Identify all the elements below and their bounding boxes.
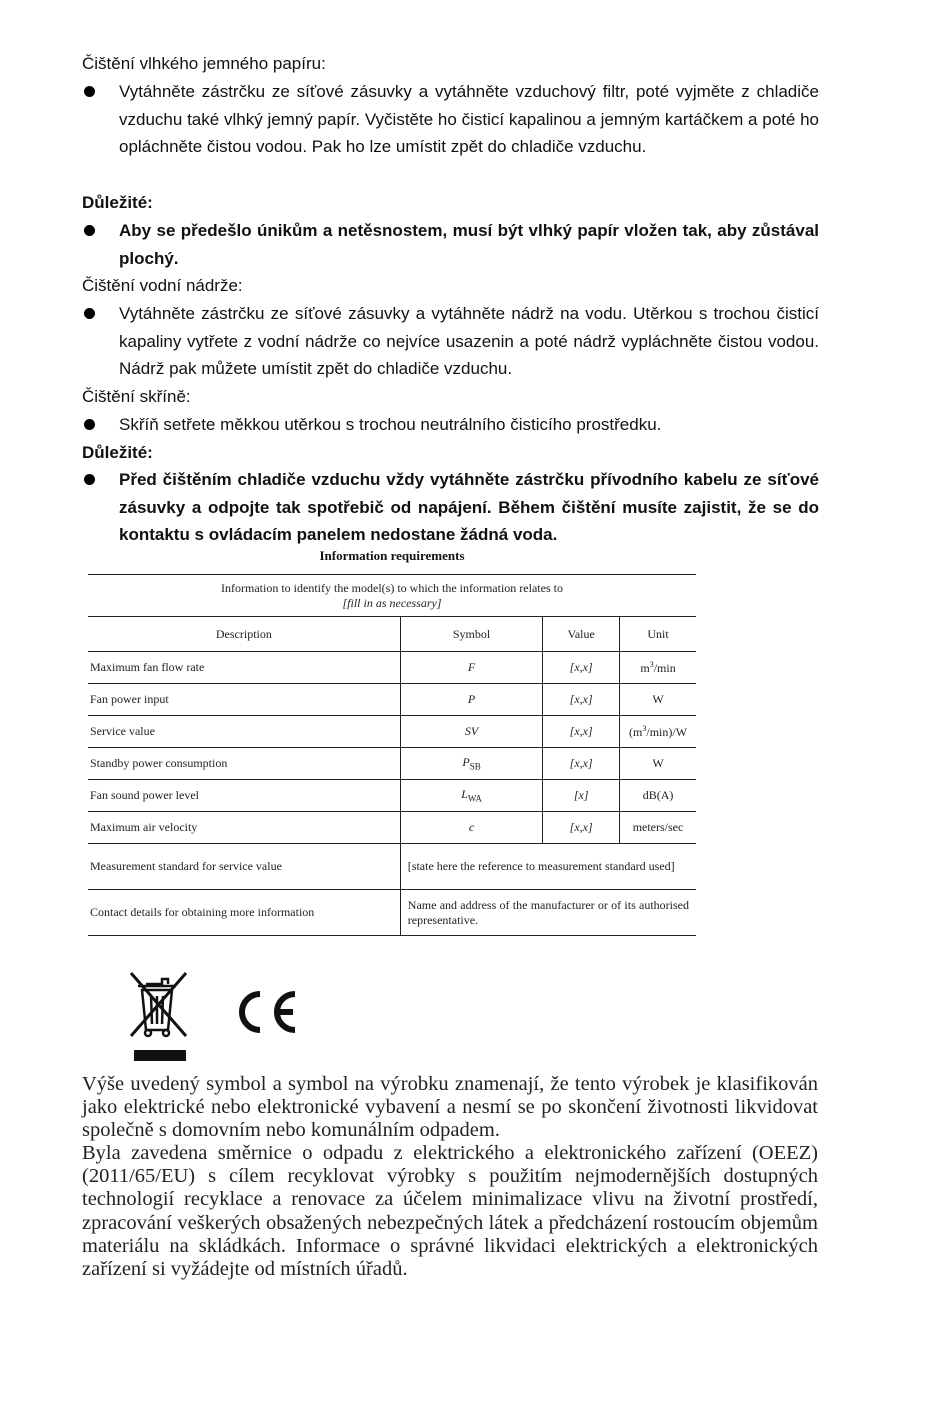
row-unit (620, 652, 696, 684)
row-unit-text: W (652, 756, 664, 770)
row-unit (620, 716, 696, 748)
row-value: [x,x] (543, 716, 620, 748)
row-symbol-text: SV (464, 724, 479, 738)
bullet-dot-icon (84, 419, 95, 430)
bullet-dot-icon (84, 225, 95, 236)
table-row (88, 716, 696, 748)
wet-paper-heading: Čištění vlhkého jemného papíru: (82, 54, 326, 73)
row-symbol-text: L (461, 787, 468, 802)
table-row (88, 684, 696, 716)
important-text-2: Před čištěním chladiče vzduchu vždy vytáhněte zástrčku přívodního kabelu ze síťové zásuvky a odpojte tak spotřebič od napájení. Během čištění musíte zajistit, že se do kontaktu s ovládacím panelem nedostane žádná voda. (119, 470, 819, 545)
header-value: Value (543, 617, 620, 652)
measurement-standard-label: Measurement standard for service value (88, 844, 400, 890)
table-row (88, 748, 696, 780)
important-heading-1: Důležité: (82, 193, 153, 212)
row-symbol (400, 684, 543, 716)
ce-mark-icon (232, 988, 300, 1036)
cabinet-bullet (82, 411, 822, 439)
important-bullet-1 (82, 217, 822, 273)
contact-details-value: Name and address of the manufacturer or of its authorised representative. (400, 890, 696, 936)
contact-details-row (88, 890, 696, 936)
table-header-row (88, 617, 696, 652)
cabinet-heading: Čištění skříně: (82, 387, 191, 406)
row-description: Service value (88, 716, 400, 748)
row-symbol-subscript: WA (467, 793, 482, 804)
important-text-1: Aby se předešlo únikům a netěsnostem, musí být vlhký papír vložen tak, aby zůstával plochý. (119, 221, 819, 268)
water-tank-text: Vytáhněte zástrčku ze síťové zásuvky a vytáhněte nádrž na vodu. Utěrkou s trochou čisticí kapaliny vytřete z vodní nádrže co nejvíce usazenin a poté nádrž vypláchněte čistou vodou. Nádrž pak můžete umístit zpět do chladiče vzduchu. (119, 304, 819, 379)
table-title: Information requirements (319, 548, 465, 563)
row-description: Fan sound power level (88, 780, 400, 812)
contact-details-label: Contact details for obtaining more information (88, 890, 400, 936)
row-symbol-text: P (462, 755, 470, 770)
row-symbol-text: c (468, 820, 475, 834)
information-requirements-table (88, 574, 696, 936)
row-description: Fan power input (88, 684, 400, 716)
cabinet-text: Skříň setřete měkkou utěrkou s trochou neutrálního čisticího prostředku. (119, 415, 662, 434)
header-symbol: Symbol (400, 617, 543, 652)
bullet-dot-icon (84, 474, 95, 485)
row-value: [x,x] (543, 684, 620, 716)
disposal-paragraph-1: Výše uvedený symbol a symbol na výrobku znamenají, že tento výrobek je klasifikován jako elektrické nebo elektronické vybavení a nesmí se po skončení životnosti likvidovat společně s domovním nebo komunálním odpadem. (82, 1073, 818, 1142)
row-symbol-subscript: SB (469, 761, 481, 772)
row-symbol (400, 812, 543, 844)
row-symbol (400, 748, 543, 780)
model-identification-cell (88, 575, 696, 617)
row-unit (620, 780, 696, 812)
row-unit-text: m (640, 660, 650, 675)
row-unit-tail: /min)/W (646, 724, 688, 739)
row-symbol (400, 780, 543, 812)
wet-paper-bullet (82, 78, 822, 190)
disposal-paragraph-2: Byla zavedena směrnice o odpadu z elektrického a elektronického zařízení (OEEZ) (2011/65/EU) s cílem recyklovat výrobky s použitím nejmodernějších dostupných technologií recyklace a renovace za účelem minimalizace vlivu na životní prostředí, zpracování veškerých obsažených nebezpečných látek a předcházení rostoucím objemům materiálu na skládkách. Informace o správné likvidaci elektrických a elektronických zařízení si vyžádejte od místních úřadů. (82, 1142, 818, 1281)
row-symbol-text: F (467, 660, 476, 674)
row-description: Maximum fan flow rate (88, 652, 400, 684)
row-unit-text: meters/sec (632, 820, 684, 834)
row-unit (620, 748, 696, 780)
water-tank-heading: Čištění vodní nádrže: (82, 276, 243, 295)
row-description: Standby power consumption (88, 748, 400, 780)
model-identification-text: Information to identify the model(s) to which the information relates to (221, 580, 563, 595)
model-identification-row (88, 575, 696, 617)
row-symbol (400, 716, 543, 748)
measurement-standard-value: [state here the reference to measurement standard used] (400, 844, 696, 890)
row-unit-text: W (652, 692, 664, 706)
row-value: [x,x] (543, 812, 620, 844)
water-tank-bullet (82, 300, 822, 384)
header-unit: Unit (620, 617, 696, 652)
row-value: [x,x] (543, 748, 620, 780)
row-unit-superscript: 3 (642, 723, 647, 733)
row-unit-text: dB(A) (642, 788, 674, 802)
crossed-out-wheelie-bin-icon (128, 970, 192, 1064)
important-heading-2: Důležité: (82, 443, 153, 462)
row-unit (620, 812, 696, 844)
row-value: [x] (543, 780, 620, 812)
row-symbol-text: P (467, 692, 476, 706)
bullet-dot-icon (84, 308, 95, 319)
row-value: [x,x] (543, 652, 620, 684)
row-description: Maximum air velocity (88, 812, 400, 844)
table-row (88, 812, 696, 844)
row-unit-text: (m (629, 724, 643, 739)
row-unit-tail: /min (653, 660, 676, 675)
measurement-standard-row (88, 844, 696, 890)
table-row (88, 780, 696, 812)
model-identification-placeholder: [fill in as necessary] (342, 595, 442, 610)
header-description: Description (88, 617, 400, 652)
row-symbol (400, 652, 543, 684)
row-unit-superscript: 3 (649, 659, 654, 669)
wet-paper-text: Vytáhněte zástrčku ze síťové zásuvky a vytáhněte vzduchový filtr, poté vyjměte z chladiče vzduchu také vlhký jemný papír. Vyčistěte ho čisticí kapalinou a jemným kartáčkem a poté ho opláchněte čistou vodou. Pak ho lze umístit zpět do chladiče vzduchu. (119, 82, 819, 157)
important-bullet-2 (82, 466, 822, 550)
bullet-dot-icon (84, 86, 95, 97)
row-unit (620, 684, 696, 716)
table-row (88, 652, 696, 684)
